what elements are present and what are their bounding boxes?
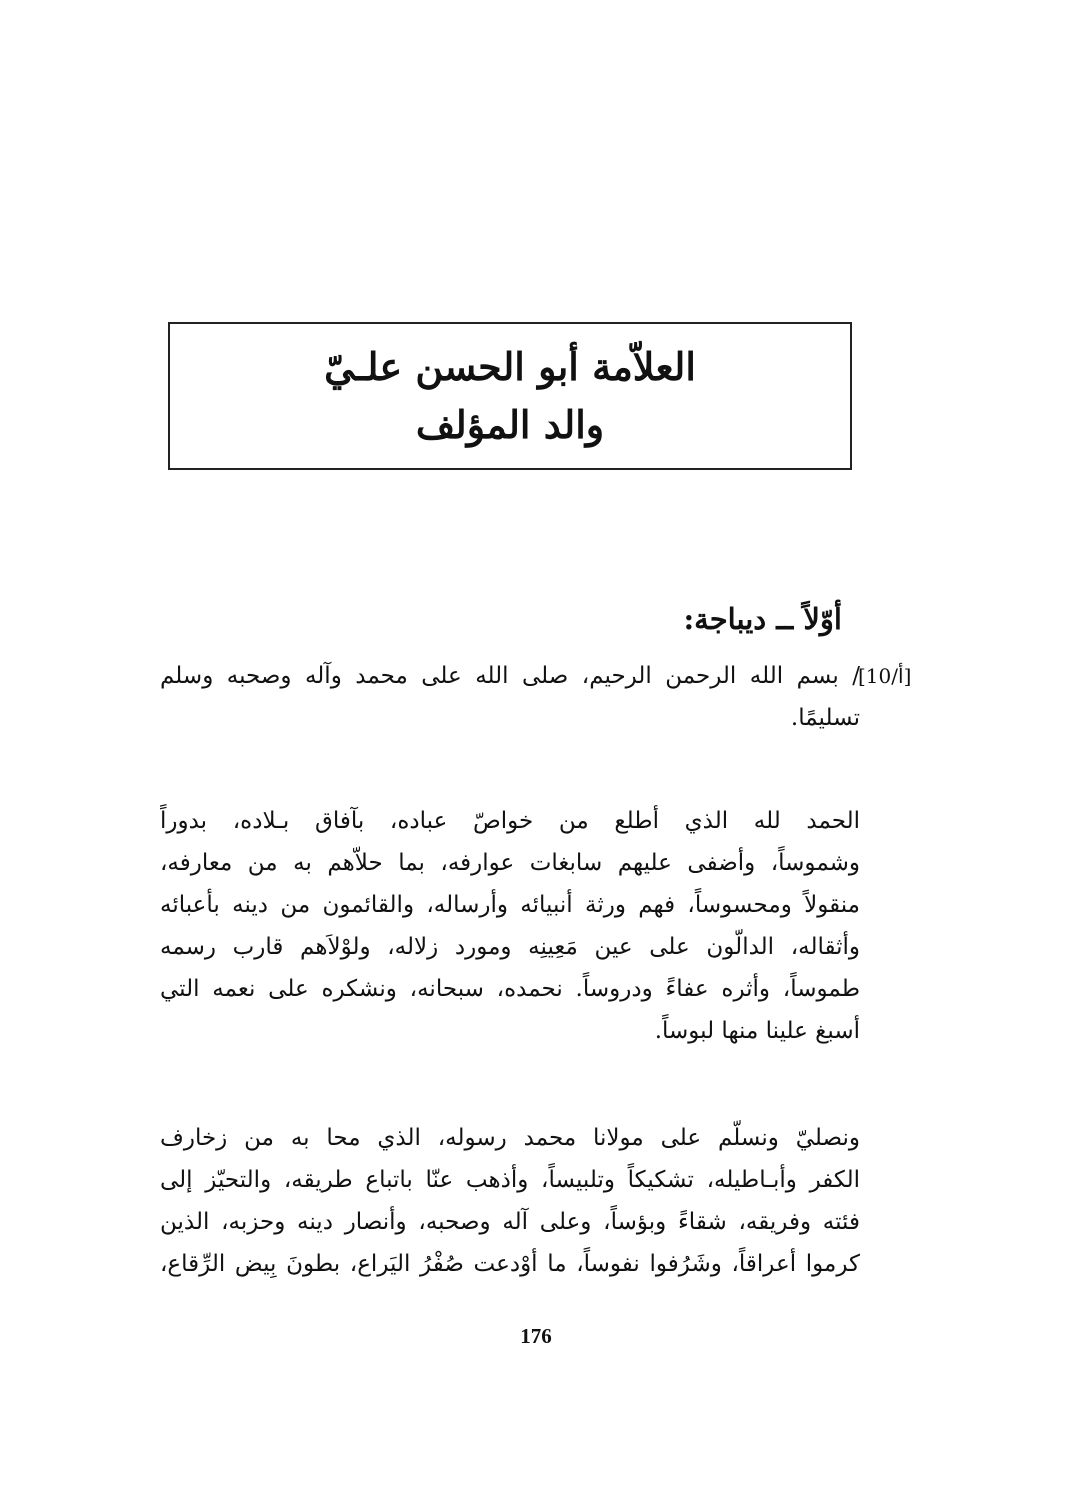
praise-paragraph: [160, 800, 860, 1052]
paragraph-line: منقولاً ومحسوساً، فهم ورثة أنبيائه وأرساله، والقائمون من دينه بأعبائه: [160, 892, 860, 918]
chapter-title-line-1: العلاّمة أبو الحسن علـيّ: [324, 344, 696, 389]
paragraph-line: الحمد لله الذي أطلع من خواصّ عباده، بآفاق بـلاده، بدوراً: [160, 808, 860, 834]
paragraph-line: ونصليّ ونسلّم على مولانا محمد رسوله، الذي محا به من زخارف: [160, 1125, 860, 1151]
page-number: 176: [520, 1324, 552, 1348]
paragraph-line: الكفر وأبـاطيله، تشكيكاً وتلبيساً، وأذهب عنّا باتباع طريقه، والتحيّز إلى: [160, 1167, 860, 1193]
paragraph-line: وأثقاله، الدالّون على عين مَعِينِه ومورد زلاله، ولوْلاَهم قارب رسمه: [160, 934, 860, 960]
paragraph-line: تسليمًا.: [790, 705, 860, 731]
prayer-paragraph: [160, 1117, 860, 1285]
paragraph-line: كرموا أعراقاً، وشَرُفوا نفوساً، ما أوْدعت صُفْرُ اليَراع، بطونَ بِيض الرِّقاع،: [160, 1251, 860, 1277]
chapter-title-box: [168, 322, 852, 470]
paragraph-line: فئته وفريقه، شقاءً وبؤساً، وعلى آله وصحبه، وأنصار دينه وحزبه، الذين: [160, 1209, 860, 1235]
manuscript-folio-reference: [10/أ]: [858, 664, 912, 688]
paragraph-line: أسبغ علينا منها لبوساً.: [654, 1018, 860, 1044]
paragraph-line: وشموساً، وأضفى عليهم سابغات عوارفه، بما حلاّهم به من معارفه،: [160, 850, 860, 876]
paragraph-line: طموساً، وأثره عفاءً ودروساً. نحمده، سبحانه، ونشكره على نعمه التي: [160, 976, 860, 1002]
section-heading: أوّلاً ــ ديباجة:: [683, 602, 842, 636]
paragraph-line: / بسم الله الرحمن الرحيم، صلى الله على محمد وآله وصحبه وسلم: [160, 663, 860, 689]
basmala-paragraph: [160, 655, 860, 739]
chapter-title-line-2: والد المؤلف: [415, 402, 605, 447]
